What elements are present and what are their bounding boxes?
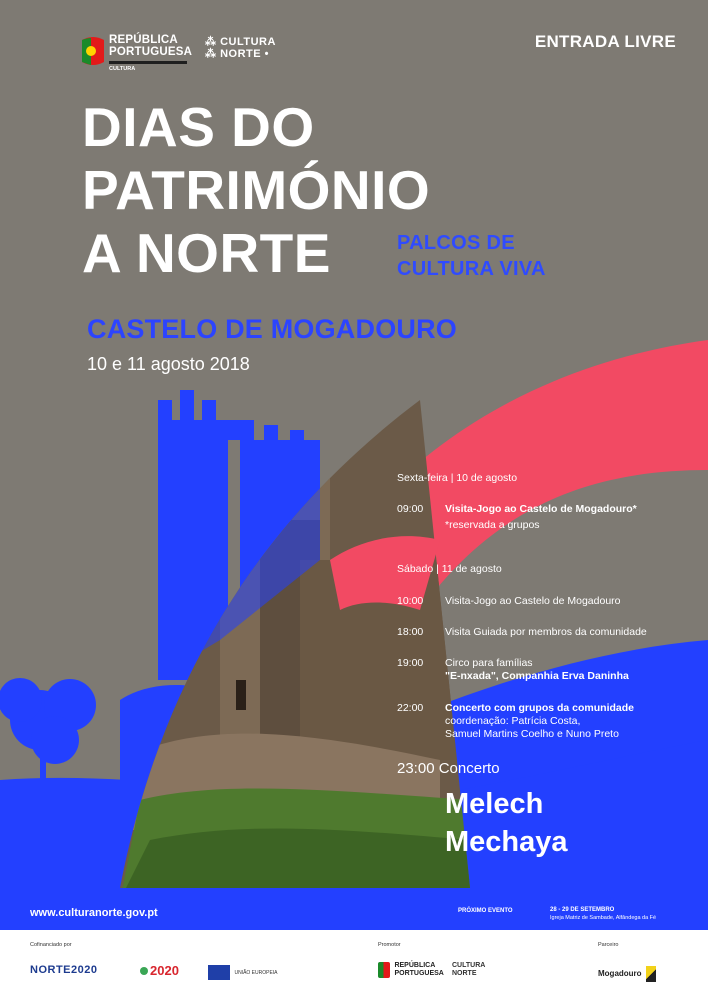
promotor-republica-logo: REPÚBLICA PORTUGUESA [378, 962, 444, 980]
entrada-livre: ENTRADA LIVRE [534, 32, 676, 51]
cultura-norte-mark-icon-2: ⁂ [205, 48, 221, 60]
next-event-date: 28 - 29 DE SETEMBRO [550, 907, 615, 913]
republica-text: REPÚBLICA [109, 34, 178, 46]
cultura-subtext: CULTURA [109, 66, 136, 72]
next-event-place: Igreja Matriz de Sambade, Alfândega da Fé [550, 915, 657, 921]
day-2-heading: Sábado | 11 de agosto [397, 563, 502, 575]
event-4 [445, 657, 629, 683]
event-5-time: 22:00 [397, 702, 424, 714]
portugal-flag-icon [82, 36, 104, 66]
norte-text: NORTE [220, 48, 262, 60]
subtitle-line-1: PALCOS DE [397, 232, 515, 254]
cultura-norte-mark-icon: ⁂ [205, 36, 221, 48]
promotor-cultura-norte-logo: CULTURA NORTE [452, 962, 486, 977]
event-1-title: Visita-Jogo ao Castelo de Mogadouro* [445, 503, 637, 515]
logo-bar [109, 61, 187, 64]
eu-flag-icon [208, 965, 230, 980]
event-5-title: Concerto com grupos da comunidade [445, 702, 635, 714]
event-1 [445, 503, 637, 532]
event-3-time: 18:00 [397, 626, 424, 638]
cultura-norte-logo: ⁂ CULTURA ⁂ NORTE • [205, 36, 276, 60]
republica-portuguesa-logo [82, 34, 192, 76]
headliner-line-2: Mechaya [445, 826, 568, 858]
eu-logo: UNIÃO EUROPEIA [208, 964, 278, 982]
portuguesa-text: PORTUGUESA [109, 46, 193, 58]
next-event-label: PRÓXIMO EVENTO [458, 908, 513, 914]
title-line-2: PATRIMÓNIO [82, 159, 431, 221]
parceiro-label: Parceiro [598, 942, 619, 948]
event-1-time: 09:00 [397, 503, 424, 515]
event-5-line-2: coordenação: Patrícia Costa, [445, 715, 581, 727]
cultura-text: CULTURA [220, 36, 276, 48]
portugal2020-logo: 2020 [140, 963, 179, 978]
cofinanciado-label: Cofinanciado por [30, 942, 72, 948]
portugal2020-mark-icon [140, 967, 148, 975]
title-line-1: DIAS DO [82, 96, 315, 158]
event-4-line-1: Circo para famílias [445, 657, 533, 669]
headliner [445, 785, 568, 861]
event-5-line-3: Samuel Martins Coelho e Nuno Preto [445, 728, 619, 740]
event-5 [445, 702, 634, 741]
venue-name: CASTELO DE MOGADOURO [87, 314, 458, 344]
subtitle-line-2: CULTURA VIVA [397, 258, 546, 280]
promotor-label: Promotor [378, 942, 401, 948]
event-1-note: *reservada a grupos [445, 519, 540, 531]
event-title [82, 96, 430, 285]
tree-silhouette [0, 678, 96, 795]
mogadouro-mark-icon [646, 966, 656, 982]
mogadouro-logo: Mogadouro [598, 966, 656, 982]
event-3-title: Visita Guiada por membros da comunidade [445, 626, 647, 638]
concert-time: 23:00 Concerto [397, 760, 500, 777]
day-1-heading: Sexta-feira | 10 de agosto [397, 472, 518, 484]
event-4-line-2: "E-nxada", Companhia Erva Daninha [445, 670, 629, 682]
norte2020-logo: NORTE2020 [30, 964, 98, 976]
headliner-line-1: Melech [445, 788, 544, 820]
event-dates: 10 e 11 agosto 2018 [87, 354, 250, 374]
portugal-flag-small-icon [378, 962, 390, 978]
title-line-3: A NORTE [82, 222, 331, 284]
event-subtitle [397, 230, 546, 282]
event-4-time: 19:00 [397, 657, 424, 669]
website-link[interactable]: www.culturanorte.gov.pt [30, 907, 158, 919]
event-2-time: 10:00 [397, 595, 424, 607]
event-2-title: Visita-Jogo ao Castelo de Mogadouro [445, 595, 621, 607]
